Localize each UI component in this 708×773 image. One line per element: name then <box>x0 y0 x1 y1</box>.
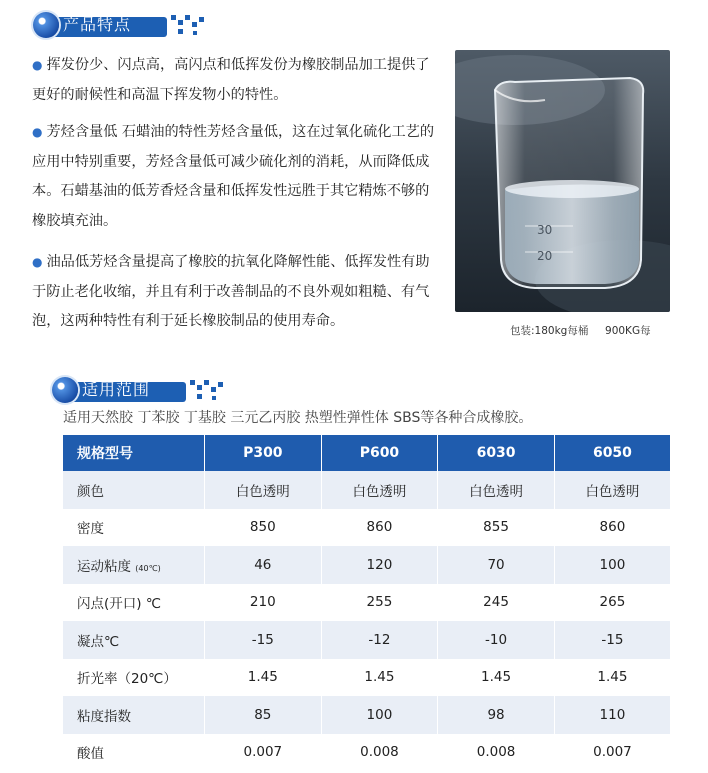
row-label-note: (40℃) <box>135 563 161 573</box>
table-cell: 100 <box>554 546 670 584</box>
table-cell: 860 <box>554 509 670 547</box>
table-cell: -10 <box>438 621 555 659</box>
row-label: 闪点(开口) ℃ <box>63 584 205 622</box>
packaging-caption: 包装:180kg每桶 900KG每 <box>510 325 651 337</box>
table-cell: 1.45 <box>554 659 670 697</box>
table-cell: -12 <box>321 621 438 659</box>
bullet-icon: ● <box>32 58 43 72</box>
table-cell: 白色透明 <box>321 471 438 509</box>
header-cell: P600 <box>321 435 438 471</box>
header-cell: P300 <box>205 435 322 471</box>
header-cell: 规格型号 <box>63 435 205 471</box>
table-row <box>63 734 670 772</box>
table-cell: 白色透明 <box>438 471 555 509</box>
table-cell: 1.45 <box>438 659 555 697</box>
row-label: 酸值 <box>63 734 205 772</box>
table-cell: 850 <box>205 509 322 547</box>
table-cell: 46 <box>205 546 322 584</box>
beaker-mark-20: 20 <box>537 249 553 263</box>
table-cell: 70 <box>438 546 555 584</box>
section-header-scope <box>52 377 222 407</box>
table-cell: 110 <box>554 696 670 734</box>
table-cell: 855 <box>438 509 555 547</box>
product-photo <box>455 50 670 312</box>
table-cell: 0.008 <box>438 734 555 772</box>
table-cell: 100 <box>321 696 438 734</box>
table-cell: 白色透明 <box>554 471 670 509</box>
table-cell: 0.007 <box>554 734 670 772</box>
table-cell: 0.007 <box>205 734 322 772</box>
table-header-row <box>63 435 670 471</box>
table-cell: 98 <box>438 696 555 734</box>
row-label: 密度 <box>63 509 205 547</box>
feature-paragraph-2: ● 芳烃含量低 石蜡油的特性芳烃含量低，这在过氧化硫化工艺的应用中特别重要，芳烃含量低可减少硫化剂的消耗，从而降低成本。石蜡基油的低芳香烃含量和低挥发性远胜于其它精炼不够的橡胶填充油。 <box>32 124 435 229</box>
scope-description: 适用天然胶 丁苯胶 丁基胶 三元乙丙胶 热塑性弹性体 SBS等各种合成橡胶。 <box>63 410 533 426</box>
table-cell: 120 <box>321 546 438 584</box>
row-label: 凝点℃ <box>63 621 205 659</box>
table-cell: 0.008 <box>321 734 438 772</box>
table-cell: 白色透明 <box>205 471 322 509</box>
section-title: 产品特点 <box>63 15 132 34</box>
table-row <box>63 621 670 659</box>
section-header-features <box>33 12 203 42</box>
table-cell: 245 <box>438 584 555 622</box>
table-cell: 1.45 <box>205 659 322 697</box>
feature-paragraph-3: ● 油品低芳烃含量提高了橡胶的抗氧化降解性能、低挥发性有助于防止老化收缩，并且有利于改善制品的不良外观如粗糙、有气泡，这两种特性有利于延长橡胶制品的使用寿命。 <box>32 254 430 329</box>
row-label: 粘度指数 <box>63 696 205 734</box>
spec-table <box>63 435 670 771</box>
table-row <box>63 659 670 697</box>
row-label: 颜色 <box>63 471 205 509</box>
beaker-mark-30: 30 <box>537 223 553 237</box>
header-cell: 6030 <box>438 435 555 471</box>
table-row <box>63 471 670 509</box>
table-cell: 860 <box>321 509 438 547</box>
table-cell: 255 <box>321 584 438 622</box>
row-label: 运动粘度 (40℃) <box>63 546 205 584</box>
table-row <box>63 584 670 622</box>
table-cell: 85 <box>205 696 322 734</box>
globe-icon <box>33 12 59 38</box>
table-cell: 265 <box>554 584 670 622</box>
table-cell: 1.45 <box>321 659 438 697</box>
table-row <box>63 546 670 584</box>
feature-paragraph-1: ● 挥发份少、闪点高，高闪点和低挥发份为橡胶制品加工提供了更好的耐候性和高温下挥发物小的特性。 <box>32 57 430 103</box>
table-row <box>63 509 670 547</box>
row-label: 折光率（20℃） <box>63 659 205 697</box>
bullet-icon: ● <box>32 125 43 139</box>
section-title: 适用范围 <box>82 380 151 399</box>
table-row <box>63 696 670 734</box>
globe-icon <box>52 377 78 403</box>
header-cell: 6050 <box>554 435 670 471</box>
table-cell: 210 <box>205 584 322 622</box>
table-cell: -15 <box>205 621 322 659</box>
table-cell: -15 <box>554 621 670 659</box>
bullet-icon: ● <box>32 255 43 269</box>
